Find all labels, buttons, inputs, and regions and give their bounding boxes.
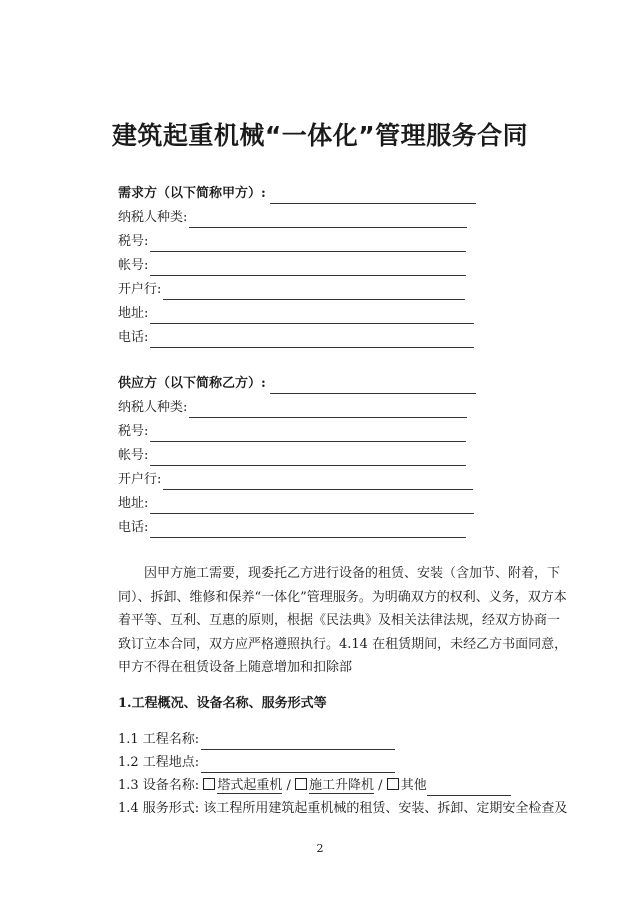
party-a-heading-row: [118, 184, 476, 204]
party-a-account-line[interactable]: [150, 260, 466, 276]
equipment-row: [118, 776, 511, 796]
party-b-bank-row: [118, 470, 473, 490]
party-a-address-line[interactable]: [150, 308, 474, 324]
party-b-heading: 供应方（以下简称乙方）:: [118, 376, 266, 391]
party-a-account-row: [118, 256, 466, 276]
page-number: 2: [316, 842, 324, 855]
equipment-label: 1.3 设备名称:: [118, 778, 200, 793]
party-b-taxpayer-line[interactable]: [189, 402, 467, 418]
intro-paragraph: 因甲方施工需要，现委托乙方进行设备的租赁、安装（含加节、附着，下同）、拆卸、维修和保养“一体化”管理服务。为明确双方的权利、义务，双方本着平等、互利、互惠的原则，根据《民法典》及相关法律法规，经双方协商一致订立本合同，双方应严格遵照执行。4.14 在租赁期间，未经乙方书面同意，甲方不得在租赁设备上随意增加和扣除部: [118, 566, 568, 675]
party-b-phone-label: 电话:: [118, 520, 149, 535]
other-line[interactable]: [427, 780, 511, 796]
party-a-heading: 需求方（以下简称甲方）:: [118, 186, 266, 201]
party-a-address-row: [118, 304, 474, 324]
section-1-heading: 1.工程概况、设备名称、服务形式等: [118, 696, 327, 711]
party-a-bank-row: [118, 280, 465, 300]
project-name-row: [118, 730, 395, 750]
tower-crane-checkbox[interactable]: [203, 778, 215, 790]
party-b-taxno-label: 税号:: [118, 424, 149, 439]
party-a-taxno-label: 税号:: [118, 234, 149, 249]
party-b-taxpayer-row: [118, 398, 467, 418]
separator-2: /: [378, 778, 383, 793]
party-b-address-row: [118, 494, 474, 514]
party-a-bank-line[interactable]: [163, 284, 465, 300]
party-b-taxpayer-label: 纳税人种类:: [118, 400, 188, 415]
other-checkbox[interactable]: [387, 778, 399, 790]
project-name-line[interactable]: [201, 734, 395, 750]
party-a-address-label: 地址:: [118, 306, 149, 321]
service-form-row: 1.4 服务形式: 该工程所用建筑起重机械的租赁、安装、拆卸、定期安全检查及: [118, 801, 568, 816]
project-name-label: 1.1 工程名称:: [118, 732, 200, 747]
party-b-taxno-row: [118, 422, 466, 442]
party-b-bank-label: 开户行:: [118, 472, 162, 487]
project-location-label: 1.2 工程地点:: [118, 755, 200, 770]
party-b-account-line[interactable]: [150, 450, 466, 466]
party-b-address-line[interactable]: [150, 498, 474, 514]
party-a-phone-line[interactable]: [150, 332, 474, 348]
party-a-phone-label: 电话:: [118, 330, 149, 345]
lift-option: 施工升降机: [309, 778, 375, 793]
party-b-taxno-line[interactable]: [150, 426, 466, 442]
party-a-taxpayer-line[interactable]: [189, 212, 467, 228]
tower-crane-option: 塔式起重机: [217, 778, 283, 793]
project-location-row: [118, 753, 395, 773]
other-option: 其他: [400, 778, 427, 793]
party-b-phone-line[interactable]: [150, 522, 466, 538]
party-b-address-label: 地址:: [118, 496, 149, 511]
party-b-account-label: 帐号:: [118, 448, 149, 463]
project-location-line[interactable]: [201, 757, 395, 773]
party-b-account-row: [118, 446, 466, 466]
party-a-bank-label: 开户行:: [118, 282, 162, 297]
party-a-taxno-row: [118, 232, 466, 252]
party-a-account-label: 帐号:: [118, 258, 149, 273]
document-title: 建筑起重机械“一体化”管理服务合同: [111, 121, 529, 150]
party-a-phone-row: [118, 328, 474, 348]
party-a-name-line[interactable]: [270, 188, 476, 204]
party-b-heading-row: [118, 374, 476, 394]
party-b-name-line[interactable]: [270, 378, 476, 394]
separator-1: /: [286, 778, 291, 793]
party-b-phone-row: [118, 518, 466, 538]
party-b-bank-line[interactable]: [163, 474, 473, 490]
party-a-taxpayer-row: [118, 208, 467, 228]
party-a-taxno-line[interactable]: [150, 236, 466, 252]
lift-checkbox[interactable]: [295, 778, 307, 790]
party-a-taxpayer-label: 纳税人种类:: [118, 210, 188, 225]
